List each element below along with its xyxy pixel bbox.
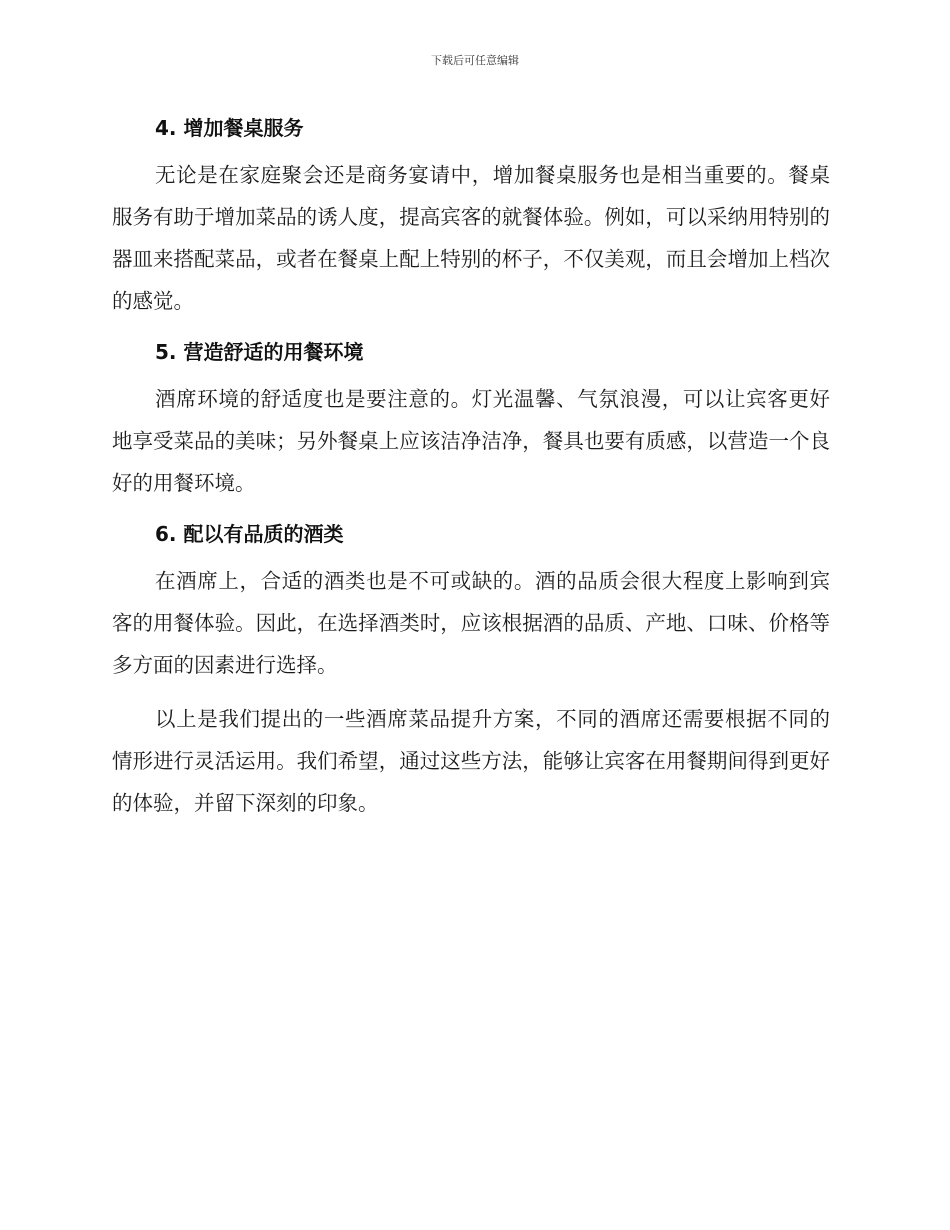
section-heading-4: 4. 增加餐桌服务	[155, 116, 304, 140]
section-paragraph-5: 酒席环境的舒适度也是要注意的。灯光温馨、气氛浪漫，可以让宾客更好地享受菜品的美味；另外餐桌上应该洁净洁净，餐具也要有质感，以营造一个良好的用餐环境。	[112, 387, 830, 495]
document-body	[112, 110, 830, 824]
page-header: 下载后可任意编辑	[431, 54, 519, 67]
section-paragraph-4: 无论是在家庭聚会还是商务宴请中，增加餐桌服务也是相当重要的。餐桌服务有助于增加菜品的诱人度，提高宾客的就餐体验。例如，可以采纳用特别的器皿来搭配菜品，或者在餐桌上配上特别的杯子，不仅美观，而且会增加上档次的感觉。	[112, 163, 830, 313]
section-heading-6: 6. 配以有品质的酒类	[155, 522, 344, 546]
section-paragraph-6: 在酒席上，合适的酒类也是不可或缺的。酒的品质会很大程度上影响到宾客的用餐体验。因此，在选择酒类时，应该根据酒的品质、产地、口味、价格等多方面的因素进行选择。	[112, 569, 830, 677]
section-heading-5: 5. 营造舒适的用餐环境	[155, 340, 364, 364]
conclusion-paragraph: 以上是我们提出的一些酒席菜品提升方案，不同的酒席还需要根据不同的情形进行灵活运用。我们希望，通过这些方法，能够让宾客在用餐期间得到更好的体验，并留下深刻的印象。	[112, 707, 830, 815]
